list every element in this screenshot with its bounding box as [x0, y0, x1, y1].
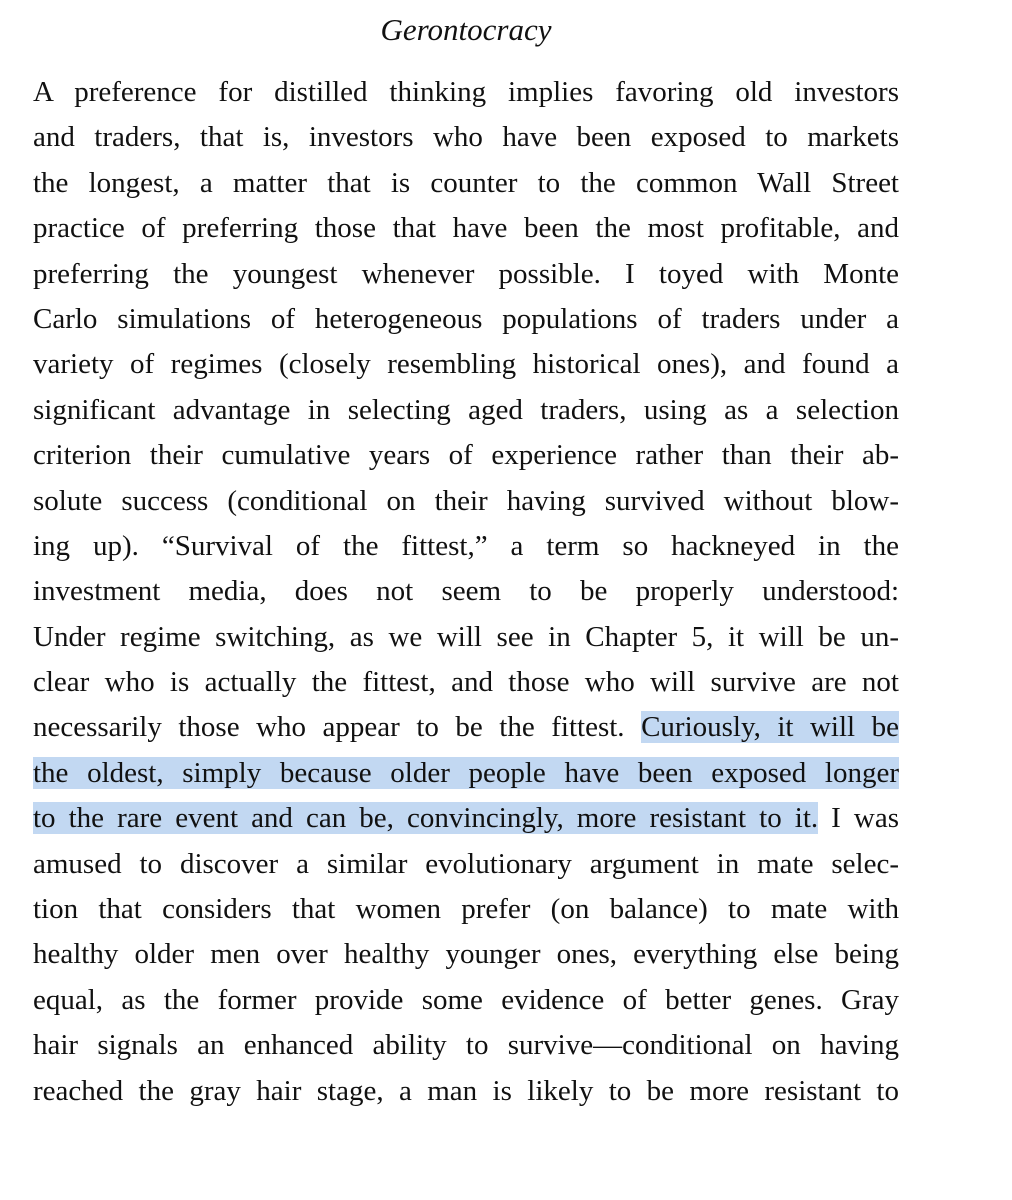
- text-line: criterion their cumulative years of experience rather than their ab-: [33, 439, 899, 472]
- text-line: tion that considers that women prefer (on balance) to mate with: [33, 893, 899, 926]
- highlighted-text[interactable]: Curiously, it will be: [641, 711, 899, 744]
- text-line: healthy older men over healthy younger ones, everything else being: [33, 938, 899, 971]
- text-line: practice of preferring those that have been the most profitable, and: [33, 212, 899, 245]
- text-line: significant advantage in selecting aged traders, using as a selection: [33, 393, 899, 426]
- section-title: Gerontocracy: [380, 12, 552, 47]
- text-line: [33, 751, 899, 796]
- text-line: ing up). “Survival of the fittest,” a term so hackneyed in the: [33, 529, 899, 562]
- body-paragraph: [33, 70, 899, 1114]
- text-line: Under regime switching, as we will see in Chapter 5, it will be un-: [33, 620, 899, 653]
- text-line: A preference for distilled thinking implies favoring old investors: [33, 76, 899, 108]
- text-line: equal, as the former provide some evidence of better genes. Gray: [33, 983, 899, 1016]
- text-line: the longest, a matter that is counter to the common Wall Street: [33, 166, 899, 199]
- text-line: [33, 796, 899, 841]
- text-line-plain: necessarily those who appear to be the fittest.: [33, 711, 642, 744]
- text-line: and traders, that is, investors who have been exposed to markets: [33, 121, 899, 154]
- text-line-plain: I was: [818, 802, 899, 835]
- highlighted-text[interactable]: to the rare event and can be, convincingly, more resistant to it.: [33, 802, 819, 835]
- text-line: Carlo simulations of heterogeneous populations of traders under a: [33, 302, 899, 335]
- highlighted-text[interactable]: the oldest, simply because older people have been exposed longer: [33, 756, 899, 789]
- text-line: hair signals an enhanced ability to survive—conditional on having: [33, 1029, 899, 1062]
- text-line: amused to discover a similar evolutionary argument in mate selec-: [33, 847, 899, 880]
- text-line: preferring the youngest whenever possible. I toyed with Monte: [33, 257, 899, 290]
- text-line: investment media, does not seem to be properly understood:: [33, 575, 899, 608]
- text-line: solute success (conditional on their having survived without blow-: [33, 484, 899, 517]
- text-line: clear who is actually the fittest, and those who will survive are not: [33, 666, 899, 699]
- text-line: [33, 705, 899, 750]
- text-line: reached the gray hair stage, a man is likely to be more resistant to: [33, 1074, 899, 1107]
- text-line: variety of regimes (closely resembling historical ones), and found a: [33, 348, 899, 381]
